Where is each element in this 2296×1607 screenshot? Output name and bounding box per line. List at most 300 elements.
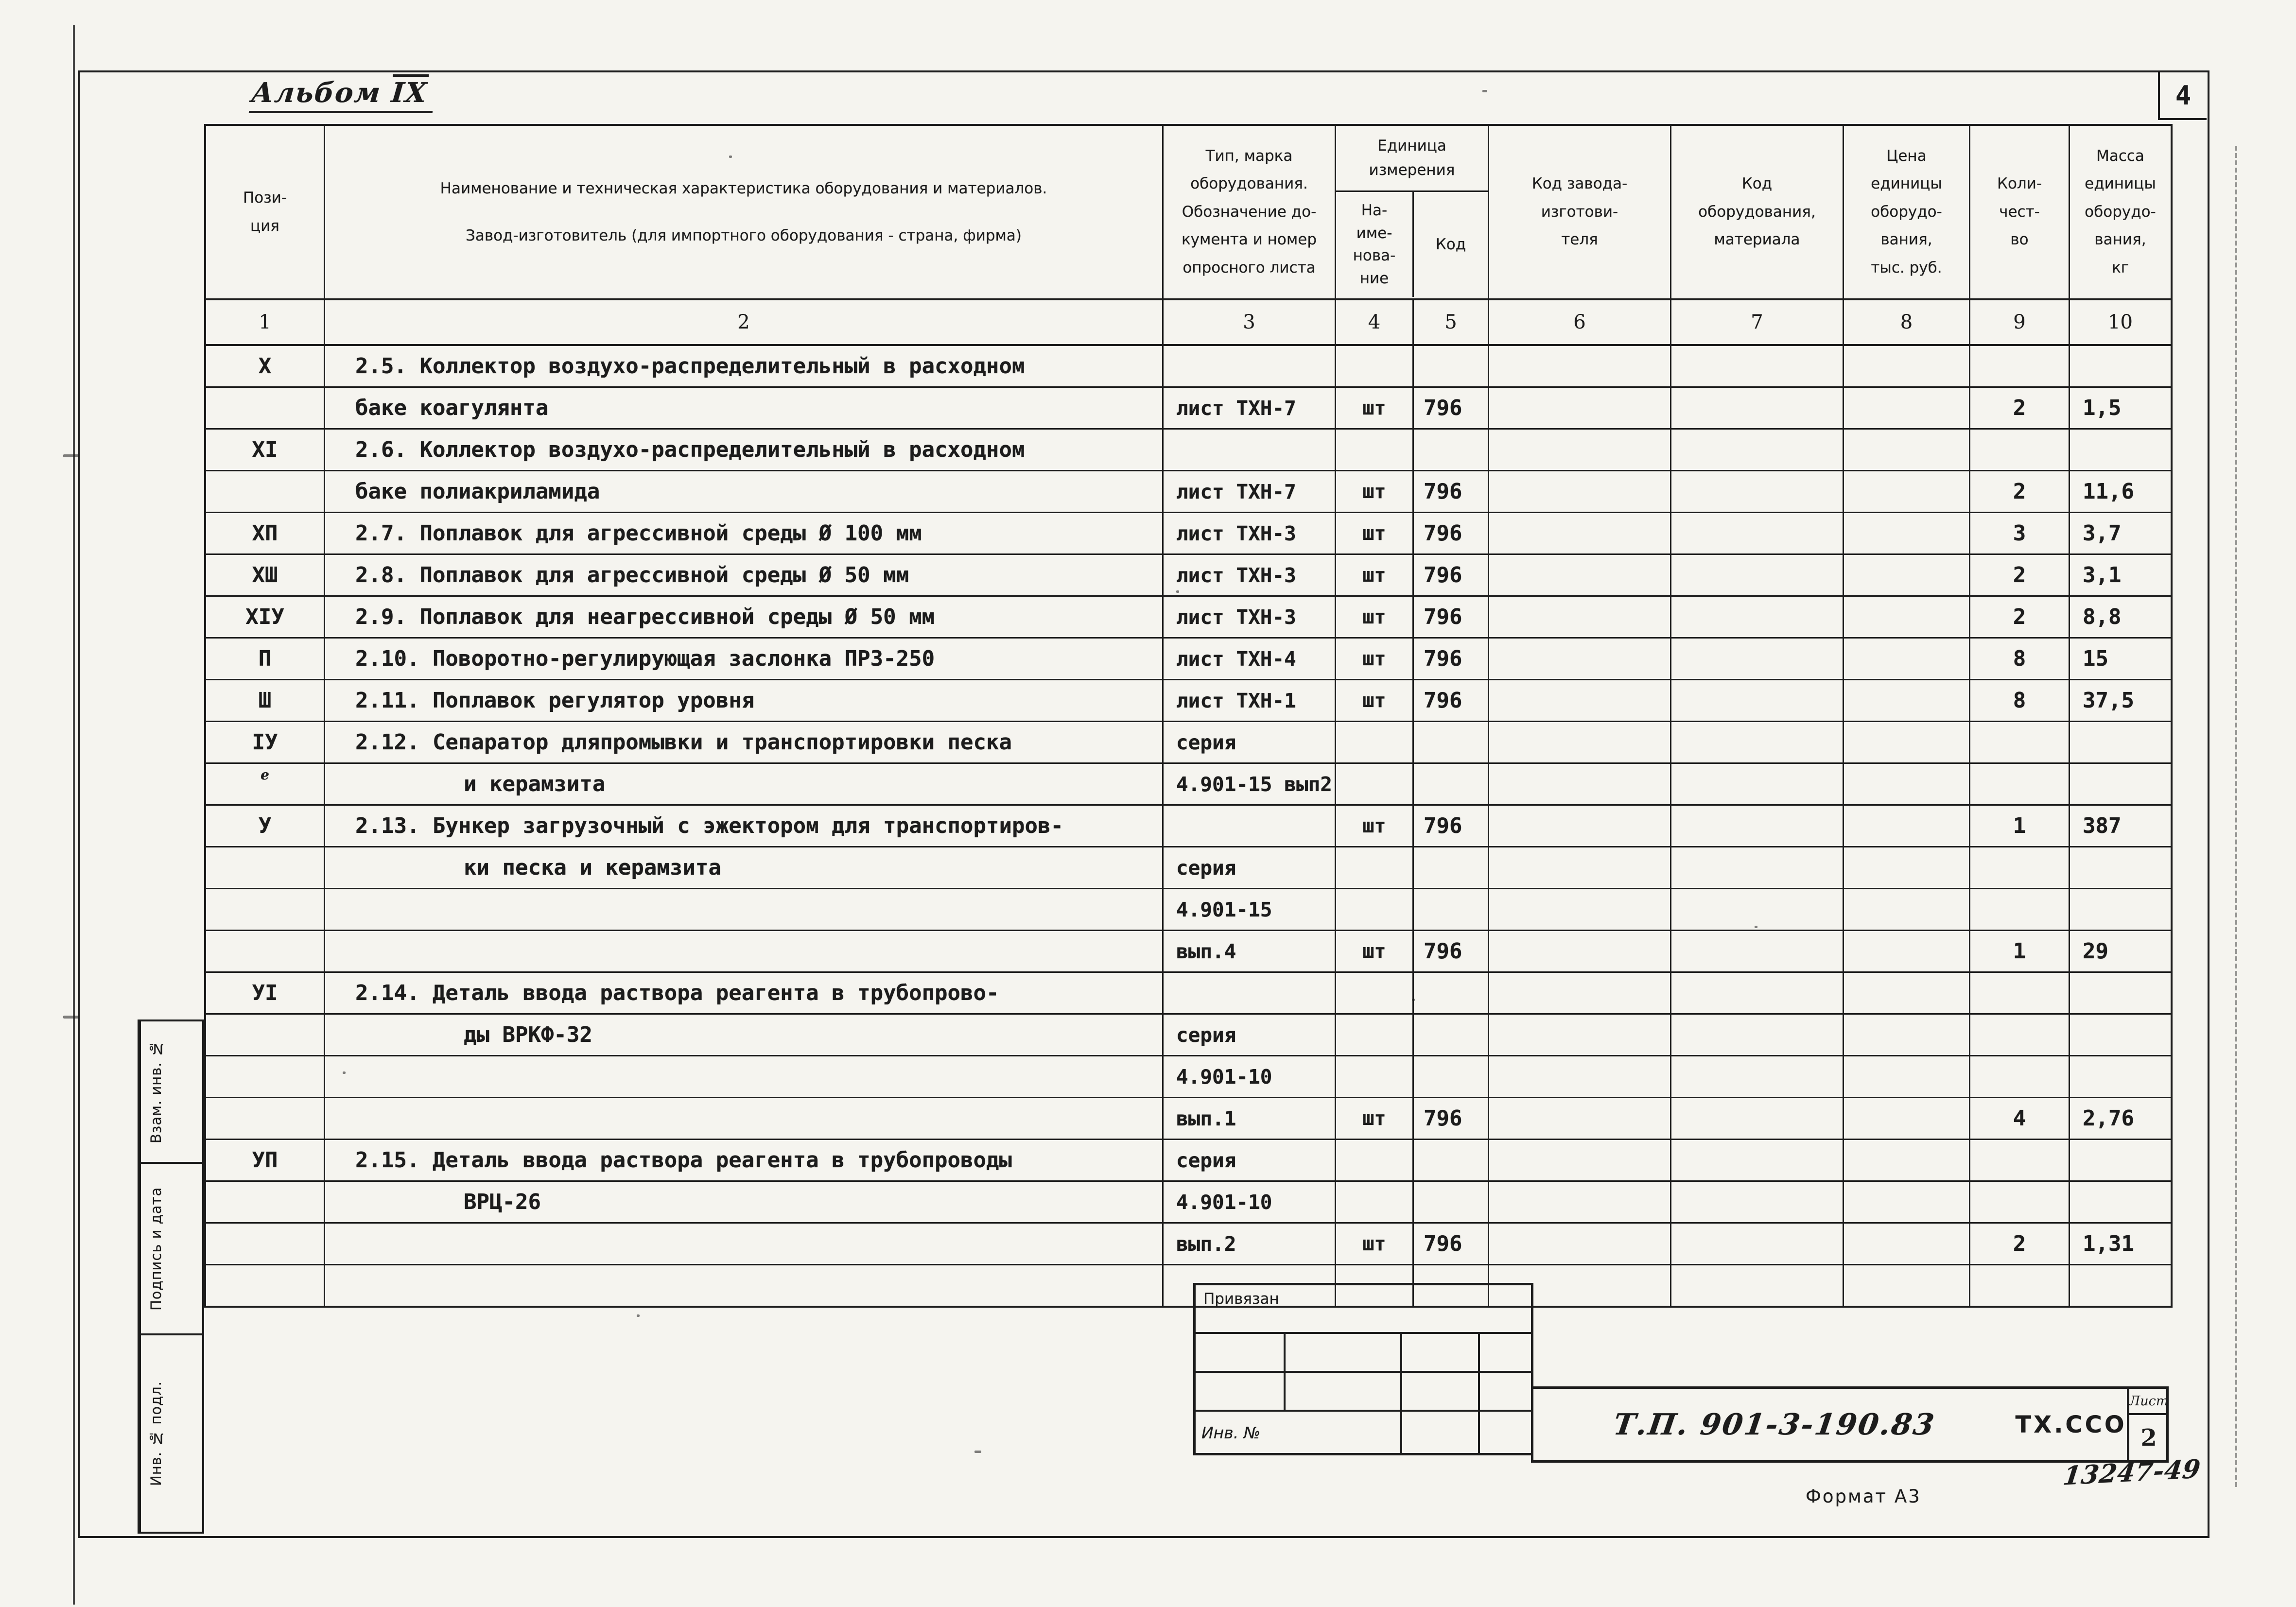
cell-qty: 8 — [1970, 639, 2070, 679]
margin-label-vzam: Взам. инв. № — [139, 1021, 171, 1162]
cell-equip — [1671, 1182, 1844, 1222]
cell-price — [1844, 388, 1970, 428]
cell-type: серия — [1164, 1140, 1336, 1180]
cell-code: 796 — [1414, 513, 1489, 553]
cell-pos: е — [206, 764, 325, 804]
cell-mass: 2,76 — [2083, 1106, 2134, 1131]
column-number: 7 — [1671, 300, 1844, 344]
cell-unit: шт — [1336, 639, 1414, 679]
cell-mass — [2070, 847, 2171, 888]
cell-code — [1414, 764, 1489, 804]
cell-zavod — [1489, 388, 1671, 428]
cell-type: лист ТХН-3 — [1164, 597, 1336, 637]
cell-name — [325, 889, 1164, 930]
table-row — [206, 1182, 2171, 1224]
cell-zavod — [1489, 471, 1671, 512]
cell-unit: шт — [1336, 931, 1414, 971]
cell-zavod — [1489, 346, 1671, 386]
stamp-cell — [1286, 1373, 1402, 1412]
cell-equip — [1671, 680, 1844, 721]
cell-zavod — [1489, 889, 1671, 930]
cell-code: 796 — [1414, 1224, 1489, 1264]
cell-zavod — [1489, 597, 1671, 637]
cell-zavod — [1489, 973, 1671, 1013]
cell-qty — [1970, 430, 2070, 470]
stamp-cell — [1480, 1334, 1531, 1373]
margin-label-podpis: Подпись и дата — [139, 1164, 171, 1333]
stamp-cell — [1286, 1334, 1402, 1373]
cell-type: серия — [1164, 722, 1336, 762]
cell-unit — [1336, 1056, 1414, 1097]
sheet-label: Лист — [2129, 1389, 2169, 1415]
cell-unit — [1336, 764, 1414, 804]
specification-table — [204, 124, 2173, 1308]
table-row — [206, 973, 2171, 1015]
cell-equip — [1671, 889, 1844, 930]
cell-unit: шт — [1336, 1224, 1414, 1264]
cell-name: баке коагулянта — [325, 388, 1164, 428]
margin-label-inv: Инв. № подл. — [139, 1335, 171, 1532]
cell-qty: 1 — [1970, 931, 2070, 971]
cell-type: 4.901-15 — [1164, 889, 1336, 930]
cell-equip — [1671, 1056, 1844, 1097]
cell-type: 4.901-15 вып2 — [1164, 764, 1336, 804]
cell-mass: 1,5 — [2083, 396, 2122, 420]
cell-type: серия — [1164, 847, 1336, 888]
cell-pos: X — [206, 346, 325, 386]
table-header-row — [206, 126, 2171, 300]
cell-price — [1844, 555, 1970, 595]
cell-name: 2.9. Поплавок для неагрессивной среды Ø 50 мм — [325, 597, 1164, 637]
page-number: 4 — [2175, 80, 2192, 111]
cell-type: лист ТХН-1 — [1164, 680, 1336, 721]
table-row — [206, 889, 2171, 931]
cell-unit: шт — [1336, 555, 1414, 595]
cell-mass — [2070, 1056, 2171, 1097]
cell-mass: 29 — [2083, 939, 2108, 964]
cell-zavod — [1489, 639, 1671, 679]
sheet-binding-edge — [73, 25, 75, 1605]
document-number: Т.П. 901-3-190.83 — [1611, 1407, 1938, 1442]
cell-price — [1844, 639, 1970, 679]
header-quantity: Коли- чест- во — [1970, 126, 2070, 298]
cell-pos: П — [206, 639, 325, 679]
cell-code — [1414, 722, 1489, 762]
cell-mass: 3,1 — [2083, 563, 2122, 588]
cell-name: 2.13. Бункер загрузочный с эжектором для транспортиров- — [325, 806, 1164, 846]
cell-qty — [1970, 1182, 2070, 1222]
title-block — [1531, 1386, 2169, 1463]
cell-type: серия — [1164, 1015, 1336, 1055]
cell-code: 796 — [1414, 806, 1489, 846]
table-row — [206, 471, 2171, 513]
cell-pos: УI — [206, 973, 325, 1013]
stamp-inv-label: Инв. № — [1196, 1412, 1402, 1453]
cell-type: вып.2 — [1164, 1224, 1336, 1264]
cell-price — [1844, 1265, 1970, 1306]
cell-equip — [1671, 1224, 1844, 1264]
table-row — [206, 931, 2171, 973]
cell-name: 2.10. Поворотно-регулирующая заслонка ПРЗ-250 — [325, 639, 1164, 679]
handwritten-number: 13247-49 — [2061, 1454, 2203, 1491]
cell-qty — [1970, 973, 2070, 1013]
cell-qty: 2 — [1970, 471, 2070, 512]
cell-qty — [1970, 1140, 2070, 1180]
table-row — [206, 639, 2171, 680]
cell-qty: 2 — [1970, 1224, 2070, 1264]
cell-price — [1844, 597, 1970, 637]
cell-unit — [1336, 889, 1414, 930]
cell-mass — [2070, 889, 2171, 930]
column-number: 2 — [325, 300, 1164, 344]
cell-code: 796 — [1414, 597, 1489, 637]
cell-code: 796 — [1414, 388, 1489, 428]
cell-mass — [2070, 1265, 2171, 1306]
header-unit-group — [1336, 126, 1489, 298]
cell-zavod — [1489, 680, 1671, 721]
cell-type: лист ТХН-3 — [1164, 513, 1336, 553]
stamp-cell — [1480, 1373, 1531, 1412]
cell-name: 2.7. Поплавок для агрессивной среды Ø 100 мм — [325, 513, 1164, 553]
cell-qty — [1970, 346, 2070, 386]
cell-qty — [1970, 764, 2070, 804]
cell-mass — [2070, 1015, 2171, 1055]
cell-qty — [1970, 889, 2070, 930]
album-roman-numeral: $\overline{IX}$ — [390, 77, 429, 109]
title-main — [1533, 1389, 2127, 1460]
cell-qty — [1970, 1056, 2070, 1097]
album-word: Альбом — [250, 77, 383, 109]
table-row — [206, 806, 2171, 847]
cell-unit — [1336, 973, 1414, 1013]
cell-name: 2.11. Поплавок регулятор уровня — [325, 680, 1164, 721]
sheet-number-box — [2127, 1389, 2169, 1460]
cell-code — [1414, 1015, 1489, 1055]
cell-qty: 3 — [1970, 513, 2070, 553]
cell-type: лист ТХН-4 — [1164, 639, 1336, 679]
scan-speck — [63, 1016, 80, 1019]
cell-mass: 15 — [2083, 646, 2108, 671]
margin-stamp-column — [138, 1019, 204, 1534]
cell-mass — [2070, 430, 2171, 470]
table-row — [206, 1224, 2171, 1265]
cell-zavod — [1489, 1182, 1671, 1222]
cell-zavod — [1489, 931, 1671, 971]
cell-price — [1844, 973, 1970, 1013]
cell-name: 2.15. Деталь ввода раствора реагента в трубопроводы — [325, 1140, 1164, 1180]
cell-qty — [1970, 847, 2070, 888]
cell-type: лист ТХН-7 — [1164, 471, 1336, 512]
cell-type: 4.901-10 — [1164, 1182, 1336, 1222]
cell-equip — [1671, 764, 1844, 804]
cell-pos — [206, 931, 325, 971]
cell-equip — [1671, 471, 1844, 512]
cell-unit — [1336, 1140, 1414, 1180]
cell-pos: ХIУ — [206, 597, 325, 637]
cell-code — [1414, 847, 1489, 888]
cell-qty: 8 — [1970, 680, 2070, 721]
cell-unit: шт — [1336, 388, 1414, 428]
cell-zavod — [1489, 847, 1671, 888]
cell-qty: 4 — [1970, 1098, 2070, 1139]
cell-equip — [1671, 722, 1844, 762]
cell-mass — [2070, 1140, 2171, 1180]
cell-zavod — [1489, 1056, 1671, 1097]
cell-price — [1844, 513, 1970, 553]
column-number: 1 — [206, 300, 325, 344]
cell-name — [325, 1056, 1164, 1097]
table-body — [206, 346, 2171, 1306]
cell-qty: 2 — [1970, 388, 2070, 428]
cell-qty: 1 — [1970, 806, 2070, 846]
cell-code: 796 — [1414, 1098, 1489, 1139]
cell-mass — [2070, 973, 2171, 1013]
cell-name: 2.8. Поплавок для агрессивной среды Ø 50 мм — [325, 555, 1164, 595]
cell-mass: 37,5 — [2083, 688, 2134, 713]
cell-code — [1414, 430, 1489, 470]
cell-name — [325, 1265, 1164, 1306]
margin-empty — [171, 1164, 202, 1333]
header-factory-code: Код завода- изготови- теля — [1489, 126, 1671, 298]
album-label — [249, 77, 435, 113]
cell-unit — [1336, 1015, 1414, 1055]
cell-mass — [2070, 764, 2171, 804]
cell-equip — [1671, 346, 1844, 386]
cell-unit: шт — [1336, 680, 1414, 721]
cell-price — [1844, 1140, 1970, 1180]
stamp-cell — [1196, 1334, 1286, 1373]
cell-name — [325, 1224, 1164, 1264]
cell-code: 796 — [1414, 555, 1489, 595]
cell-code — [1414, 973, 1489, 1013]
table-row — [206, 597, 2171, 639]
cell-unit — [1336, 722, 1414, 762]
cell-pos: XI — [206, 430, 325, 470]
header-unit-code: Код — [1435, 235, 1466, 253]
cell-price — [1844, 680, 1970, 721]
cell-price — [1844, 346, 1970, 386]
cell-equip — [1671, 1015, 1844, 1055]
cell-code: 796 — [1414, 931, 1489, 971]
column-number: 4 — [1336, 300, 1414, 344]
column-number: 6 — [1489, 300, 1671, 344]
margin-empty — [171, 1021, 202, 1162]
scan-speck — [63, 454, 80, 457]
column-number: 9 — [1970, 300, 2070, 344]
header-type: Тип, марка оборудования. Обозначение до- кумента и номер опросного листа — [1164, 126, 1336, 298]
cell-zavod — [1489, 1015, 1671, 1055]
table-row — [206, 1015, 2171, 1056]
cell-price — [1844, 722, 1970, 762]
cell-name: 2.12. Сепаратор дляпромывки и транспортировки песка — [325, 722, 1164, 762]
cell-price — [1844, 847, 1970, 888]
header-equipment-code: Код оборудования, материала — [1671, 126, 1844, 298]
cell-name: ды ВРКФ-32 — [325, 1015, 1164, 1055]
cell-type: 4.901-10 — [1164, 1056, 1336, 1097]
table-row — [206, 430, 2171, 471]
table-row — [206, 555, 2171, 597]
cell-price — [1844, 806, 1970, 846]
cell-name: 2.14. Деталь ввода раствора реагента в трубопрово- — [325, 973, 1164, 1013]
cell-name: 2.6. Коллектор воздухо-распределительный в расходном — [325, 430, 1164, 470]
cell-equip — [1671, 555, 1844, 595]
stamp-cell — [1402, 1412, 1480, 1453]
table-row — [206, 764, 2171, 806]
stamp-cell — [1402, 1334, 1480, 1373]
cell-pos — [206, 847, 325, 888]
cell-equip — [1671, 513, 1844, 553]
cell-pos — [206, 471, 325, 512]
stamp-cells — [1196, 1334, 1531, 1453]
table-row — [206, 1098, 2171, 1140]
cell-code: 796 — [1414, 639, 1489, 679]
table-row — [206, 513, 2171, 555]
cell-pos — [206, 1056, 325, 1097]
stamp-cell — [1480, 1412, 1531, 1453]
cell-pos: У — [206, 806, 325, 846]
cell-type: лист ТХН-3 — [1164, 555, 1336, 595]
table-row — [206, 847, 2171, 889]
column-number: 5 — [1414, 300, 1489, 344]
cell-equip — [1671, 1140, 1844, 1180]
cell-type — [1164, 346, 1336, 386]
cell-pos — [206, 1265, 325, 1306]
table-row — [206, 388, 2171, 430]
cell-type — [1164, 973, 1336, 1013]
cell-mass — [2070, 1182, 2171, 1222]
header-mass: Масса единицы оборудо- вания, кг — [2085, 147, 2156, 276]
margin-cell-podpis — [138, 1162, 204, 1335]
cell-equip — [1671, 639, 1844, 679]
cell-name — [325, 931, 1164, 971]
cell-pos — [206, 388, 325, 428]
cell-unit: шт — [1336, 1098, 1414, 1139]
header-unit-title: Единица измерения — [1336, 126, 1488, 192]
stamp-cell — [1402, 1373, 1480, 1412]
cell-price — [1844, 764, 1970, 804]
header-unit-name: На- име- нова- ние — [1336, 192, 1414, 297]
header-name: Наименование и техническая характеристика оборудования и материалов. Завод-изготовитель (для импортного оборудования - страна, фирма) — [325, 126, 1164, 298]
cell-pos: IУ — [206, 722, 325, 762]
cell-pos: Ш — [206, 680, 325, 721]
cell-mass: 11,6 — [2083, 479, 2134, 504]
table-row — [206, 722, 2171, 764]
cell-zavod — [1489, 722, 1671, 762]
cell-mass: 8,8 — [2083, 605, 2122, 629]
column-number: 3 — [1164, 300, 1336, 344]
cell-price — [1844, 430, 1970, 470]
revision-stamp-grid — [1193, 1283, 1533, 1455]
cell-unit — [1336, 847, 1414, 888]
cell-zavod — [1489, 806, 1671, 846]
header-position: Пози- ция — [206, 126, 325, 298]
header-price: Цена единицы оборудо- вания, тыс. руб. — [1844, 126, 1970, 298]
margin-cell-vzam — [138, 1019, 204, 1164]
cell-code — [1414, 346, 1489, 386]
table-row — [206, 1056, 2171, 1098]
column-numbers-row — [206, 300, 2171, 346]
cell-equip — [1671, 1265, 1844, 1306]
cell-qty: 2 — [1970, 597, 2070, 637]
cell-qty — [1970, 1265, 2070, 1306]
cell-mass — [2070, 346, 2171, 386]
cell-pos — [206, 1015, 325, 1055]
cell-equip — [1671, 388, 1844, 428]
column-number: 8 — [1844, 300, 1970, 344]
cell-unit: шт — [1336, 513, 1414, 553]
cell-equip — [1671, 847, 1844, 888]
cell-code — [1414, 1056, 1489, 1097]
cell-name — [325, 1098, 1164, 1139]
cell-zavod — [1489, 1224, 1671, 1264]
margin-cell-inv — [138, 1333, 204, 1534]
cell-qty — [1970, 1015, 2070, 1055]
column-number: 10 — [2108, 311, 2133, 333]
cell-equip — [1671, 1098, 1844, 1139]
cell-mass: 1,31 — [2083, 1231, 2134, 1256]
cell-name: 2.5. Коллектор воздухо-распределительный в расходном — [325, 346, 1164, 386]
cell-type: лист ТХН-7 — [1164, 388, 1336, 428]
table-row — [206, 346, 2171, 388]
cell-pos — [206, 1182, 325, 1222]
cell-type: вып.4 — [1164, 931, 1336, 971]
cell-zavod — [1489, 555, 1671, 595]
cell-mass: 387 — [2083, 813, 2122, 838]
cell-unit — [1336, 430, 1414, 470]
stamp-cell — [1196, 1373, 1286, 1412]
margin-empty — [171, 1335, 202, 1532]
cell-price — [1844, 1015, 1970, 1055]
cell-unit — [1336, 346, 1414, 386]
cell-code: 796 — [1414, 471, 1489, 512]
cell-type: вып.1 — [1164, 1098, 1336, 1139]
stamp-top-label: Привязан — [1196, 1285, 1531, 1334]
cell-equip — [1671, 973, 1844, 1013]
cell-type — [1164, 430, 1336, 470]
page-number-box — [2158, 72, 2207, 120]
sheet-number: 2 — [2140, 1424, 2157, 1451]
format-label: Формат А3 — [1806, 1486, 1921, 1507]
cell-mass: 3,7 — [2083, 521, 2122, 546]
cell-code — [1414, 1182, 1489, 1222]
cell-zavod — [1489, 513, 1671, 553]
cell-price — [1844, 1182, 1970, 1222]
cell-pos: ХШ — [206, 555, 325, 595]
cell-price — [1844, 471, 1970, 512]
header-unit-subcells — [1336, 192, 1488, 297]
cell-zavod — [1489, 764, 1671, 804]
cell-mass — [2070, 722, 2171, 762]
department-code: ТХ.ССО — [2015, 1411, 2127, 1438]
cell-name: ки песка и керамзита — [325, 847, 1164, 888]
cell-name: баке полиакриламида — [325, 471, 1164, 512]
cell-zavod — [1489, 430, 1671, 470]
trim-dash-line — [2235, 146, 2237, 1487]
cell-price — [1844, 1056, 1970, 1097]
cell-price — [1844, 931, 1970, 971]
table-row — [206, 680, 2171, 722]
cell-unit — [1336, 1182, 1414, 1222]
cell-equip — [1671, 931, 1844, 971]
cell-unit: шт — [1336, 471, 1414, 512]
cell-pos — [206, 1098, 325, 1139]
cell-type — [1164, 806, 1336, 846]
cell-equip — [1671, 597, 1844, 637]
cell-zavod — [1489, 1140, 1671, 1180]
cell-pos: УП — [206, 1140, 325, 1180]
cell-name: ВРЦ-26 — [325, 1182, 1164, 1222]
cell-equip — [1671, 430, 1844, 470]
